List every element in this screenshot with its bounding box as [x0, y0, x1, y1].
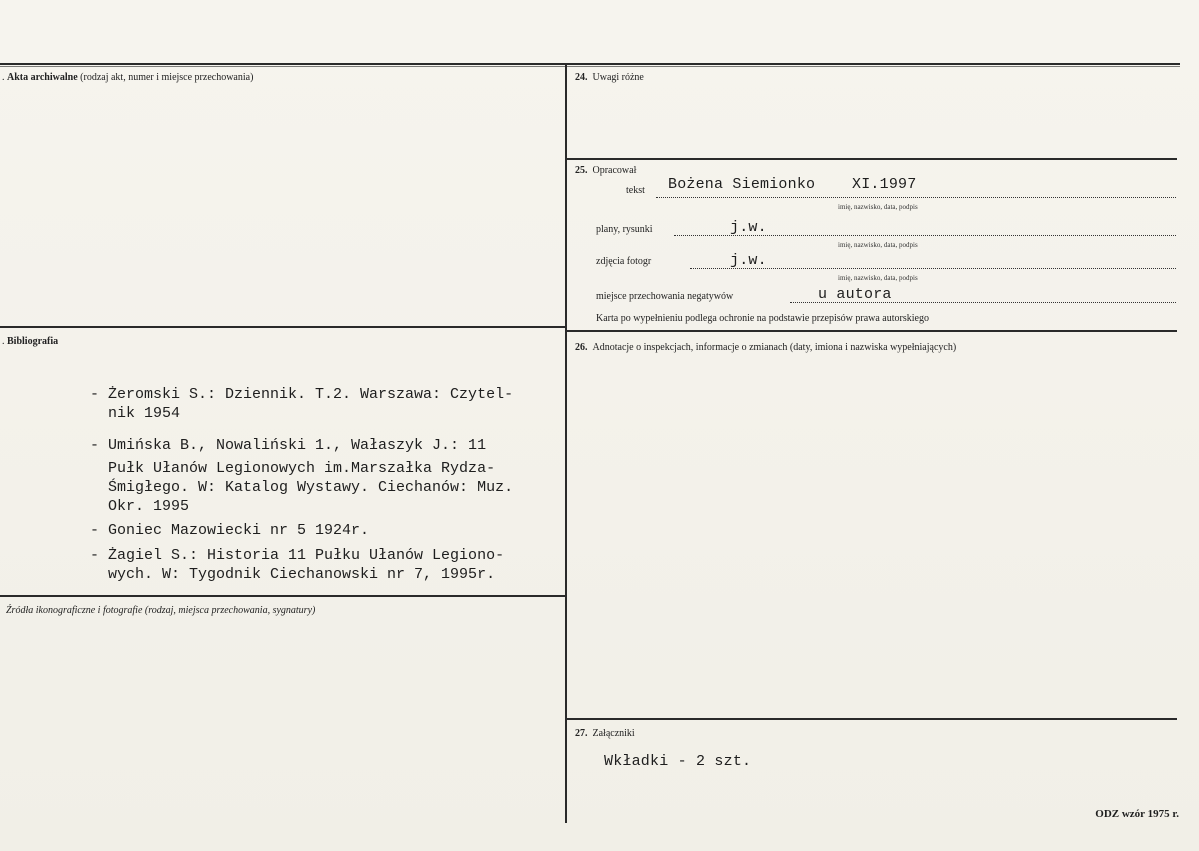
bib-item-2: - Umińska B., Nowaliński 1., Wałaszyk J.: 11 Pułk Ułanów Legionowych im.Marszałka Rydza- Śmigłego. W: Katalog Wystawy. Ciechanów: Muz. Okr. 1995: [90, 437, 514, 515]
tekst-value: Bożena Siemionko XI.1997: [668, 176, 917, 193]
adnotacje-label: 26. Adnotacje o inspekcjach, informacje o zmianach (daty, imiona i nazwiska wypełniających): [575, 342, 957, 353]
left-rule-1: [0, 326, 565, 328]
right-rule-2: [567, 330, 1177, 332]
tekst-label: tekst: [626, 185, 645, 196]
plany-hint: imię, nazwisko, data, podpis: [838, 241, 918, 249]
miejsce-label: miejsce przechowania negatywów: [596, 291, 734, 302]
zdjecia-value: j.w.: [730, 252, 767, 269]
right-rule-3: [567, 718, 1177, 720]
zalaczniki-value: Wkładki - 2 szt.: [604, 753, 752, 770]
opracowal-label: 25. Opracował: [575, 165, 637, 176]
tekst-hint: imię, nazwisko, data, podpis: [838, 203, 918, 211]
zalaczniki-label: 27. Załączniki: [575, 728, 635, 739]
bibliografia-label: . Bibliografia: [2, 336, 59, 347]
copyright-note: Karta po wypełnieniu podlega ochronie na podstawie przepisów prawa autorskiego: [596, 313, 929, 324]
zdjecia-hint: imię, nazwisko, data, podpis: [838, 274, 918, 282]
plany-label: plany, rysunki: [596, 224, 653, 235]
form-footer: ODZ wzór 1975 r.: [1095, 808, 1179, 820]
zrodla-label: Źródła ikonograficzne i fotografie (rodzaj, miejsca przechowania, sygnatury): [6, 605, 316, 616]
plany-value: j.w.: [730, 219, 767, 236]
uwagi-label: 24. Uwagi różne: [575, 72, 644, 83]
right-rule-1: [567, 158, 1177, 160]
bib-item-3: - Goniec Mazowiecki nr 5 1924r.: [90, 522, 370, 539]
tekst-dots: [656, 197, 1176, 198]
left-rule-2: [0, 595, 565, 597]
bib-item-1: - Żeromski S.: Dziennik. T.2. Warszawa: Czytel- nik 1954: [90, 386, 514, 422]
zdjecia-label: zdjęcia fotogr: [596, 256, 652, 267]
bib-item-4: - Żagiel S.: Historia 11 Pułku Ułanów Legiono- wych. W: Tygodnik Ciechanowski nr 7, 1995r.: [90, 547, 505, 583]
top-rule: [0, 63, 1180, 65]
akta-label: . Akta archiwalne (rodzaj akt, numer i miejsce przechowania): [2, 72, 254, 83]
miejsce-value: u autora: [818, 286, 892, 303]
column-divider: [565, 63, 567, 823]
top-rule-thin: [0, 66, 1180, 67]
